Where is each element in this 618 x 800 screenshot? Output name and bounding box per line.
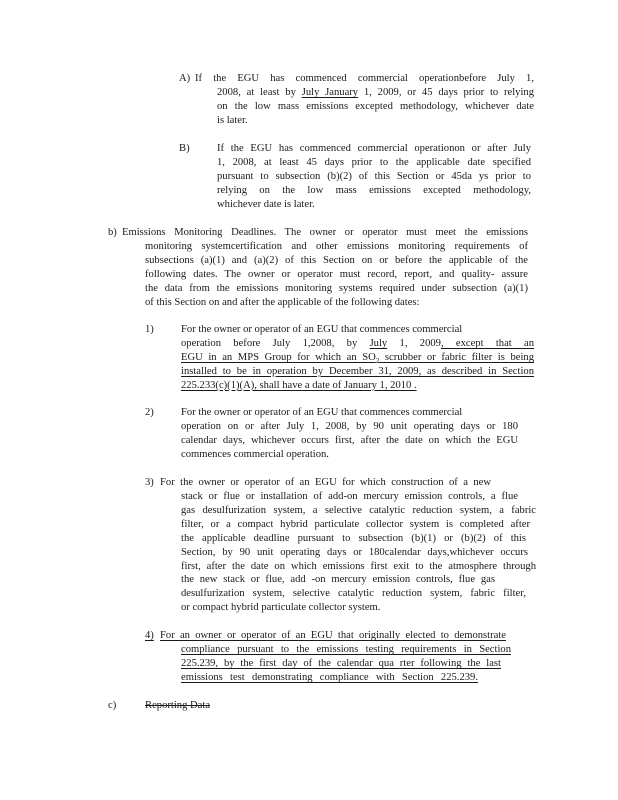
item-3-line: desulfurization system, selective catalytic reduction system, fabric filter, — [181, 588, 526, 600]
item-1-line — [181, 337, 534, 351]
item-3-line: or compact hybrid particulate collector system. — [181, 602, 381, 614]
item-2-line: operation on or after July 1, 2008, by 90 unit operating days or 180 — [181, 420, 518, 432]
item-3-line: the applicable deadline pursuant to subsection (b)(1) or (b)(2) of this — [181, 532, 526, 544]
item-A-fragment: 1, 2009, or 45 days prior to relying — [363, 87, 534, 98]
item-A-text — [195, 72, 534, 86]
item-4-text — [181, 643, 511, 685]
item-A-cont — [217, 86, 534, 128]
item-2-text — [181, 406, 518, 462]
item-A-line — [217, 86, 534, 100]
item-B-label: B) — [179, 143, 190, 154]
section-b-line: following dates. The owner or operator must record, report, and quality- assure — [145, 268, 528, 280]
item-B-line: If the EGU has commenced commercial operationon or after July — [217, 143, 531, 154]
item-B-text — [217, 142, 531, 212]
inserted-fragment: EGU in an MPS Group for which an SO — [181, 351, 376, 363]
inserted-line — [181, 351, 534, 365]
so2-subscript: 2 — [375, 356, 380, 365]
item-4-line: 225.239, by the first day of the calendar qua rter following the last — [181, 657, 501, 669]
inserted-fragment: scrubber or fabric filter is being — [379, 351, 534, 363]
item-3-text — [181, 490, 536, 615]
item-4-line: compliance pursuant to the emissions testing requirements in Section — [181, 644, 511, 655]
section-c-label: c) — [108, 700, 117, 711]
section-b-label: b) — [108, 227, 117, 238]
item-4-label-text: 4) — [145, 630, 154, 641]
item-B-line: pursuant to subsection (b)(2) of this Section or 45da ys prior to — [217, 170, 531, 182]
item-2-line: calendar days, whichever occurs first, after the date on which the EGU — [181, 434, 518, 446]
section-b-text — [145, 240, 528, 310]
item-2-line: For the owner or operator of an EGU that commences commercial — [181, 407, 463, 418]
inserted-line: installed to be in operation by December 31, 2009, as described in Section — [181, 365, 534, 377]
item-1-fragment: 1, 2009 — [399, 337, 441, 349]
item-3-label: 3) — [145, 477, 154, 488]
item-3-line: the new stack or flue, add -on mercury emission controls, flue gas — [181, 574, 495, 586]
item-3-line: filter, or a compact hybrid particulate collector system is completed after — [181, 518, 530, 530]
item-B-line: 1, 2008, at least 45 days prior to the applicable date specified — [217, 156, 531, 168]
item-4-first-line — [160, 629, 506, 643]
item-2-line: commences commercial operation. — [181, 448, 329, 460]
item-A-line: If the EGU has commenced commercial operationbefore July 1, — [195, 73, 534, 84]
item-3-line: For the owner or operator of an EGU for which construction of a new — [160, 477, 491, 488]
item-3-line: gas desulfurization system, a selective catalytic reduction system, a fabric — [181, 504, 536, 516]
inserted-line: 225.233(c)(1)(A), shall have a date of January 1, 2010 . — [181, 379, 417, 391]
item-4-label — [145, 629, 154, 643]
inserted-text: July January — [301, 87, 359, 98]
item-B-line: relying on the low mass emissions excepted methodology, — [217, 184, 531, 196]
section-c-title: Reporting Data — [145, 700, 211, 711]
item-3-first-line — [160, 476, 491, 490]
item-3-line: stack or flue or installation of add-on mercury emission controls, a flue — [181, 491, 518, 502]
item-A-line: on the low mass emissions excepted methodology, whichever date — [217, 100, 534, 112]
item-1-label: 1) — [145, 324, 154, 335]
inserted-text: , except that an — [440, 337, 535, 349]
item-A-fragment: 2008, at least by — [217, 87, 302, 98]
section-b-line: monitoring systemcertification and other emissions monitoring requirements of — [145, 241, 528, 252]
item-A-label: A) — [179, 73, 191, 84]
section-b-line: the data from the emissions monitoring systems required under subsection (a)(1) — [145, 282, 528, 294]
inserted-text: July — [369, 337, 388, 349]
item-A-line: is later. — [217, 114, 248, 126]
item-4-line: emissions test demonstrating compliance with Section 225.239. — [181, 671, 478, 683]
item-4-line: For an owner or operator of an EGU that originally elected to demonstrate — [160, 630, 506, 641]
item-1-text — [181, 323, 534, 393]
item-2-label: 2) — [145, 407, 154, 418]
item-1-fragment: operation before July 1,2008, by — [181, 337, 370, 349]
section-b-line: Emissions Monitoring Deadlines. The owner or operator must meet the emissions — [122, 227, 528, 238]
section-b-line: of this Section on and after the applicable of the following dates: — [145, 296, 420, 308]
item-3-line: Section, by 90 unit operating days or 180calendar days,whichever occurs — [181, 546, 528, 558]
item-3-line: first, after the date on which emissions first exit to the atmosphere through — [181, 560, 536, 572]
section-b-first-line — [122, 226, 528, 240]
item-B-line: whichever date is later. — [217, 198, 315, 210]
section-b-line: subsections (a)(1) and (a)(2) of this Section on or before the applicable of the — [145, 254, 528, 266]
item-1-line: For the owner or operator of an EGU that commences commercial — [181, 324, 463, 335]
